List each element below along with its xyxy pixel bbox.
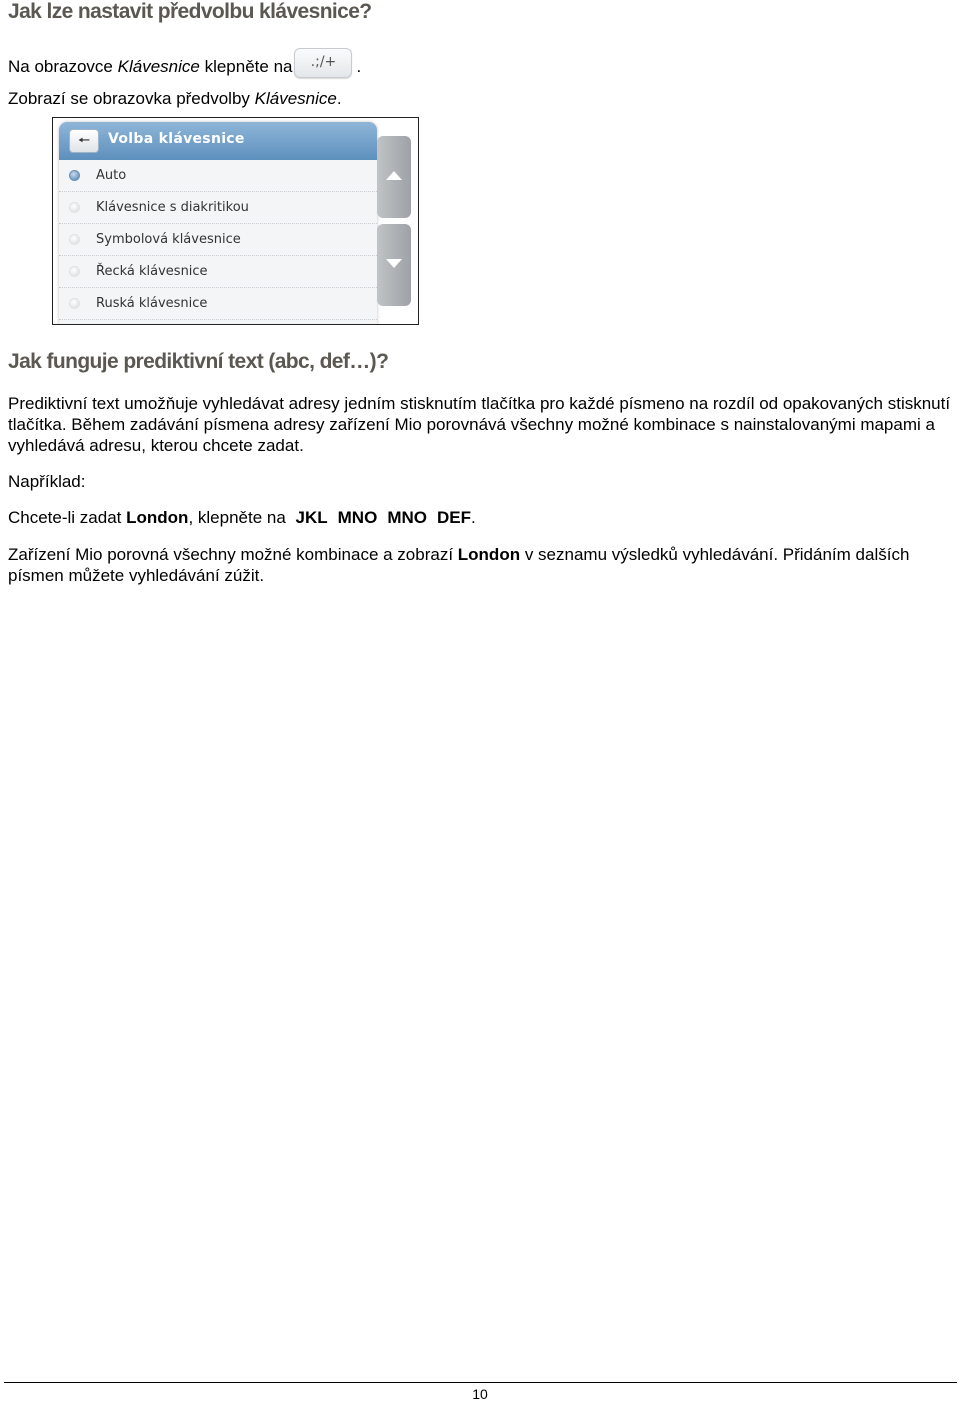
instruction-text: klepněte na — [199, 57, 293, 76]
result-text: v seznamu výsledků vyhledávání. Přidáním dalších písmen můžete vyhledávání zúžit. — [8, 545, 910, 585]
key-mno: MNO — [337, 508, 378, 527]
radio-icon — [69, 234, 80, 245]
instruction-emphasis: Klávesnice — [117, 57, 200, 76]
option-label: Ruská klávesnice — [96, 296, 208, 311]
option-russian-keyboard[interactable] — [59, 288, 377, 320]
page-number: 10 — [472, 1386, 488, 1402]
instruction-text: . — [356, 57, 362, 76]
result-word: London — [457, 545, 521, 564]
example-paragraph — [8, 507, 953, 528]
scroll-down-icon — [386, 259, 402, 268]
key-def: DEF — [436, 508, 471, 527]
panel-header — [59, 122, 377, 160]
scroll-up-icon — [386, 171, 402, 180]
example-text: Chcete-li zadat — [8, 508, 127, 527]
radio-icon — [69, 298, 80, 309]
scroll-down-button[interactable] — [377, 224, 411, 306]
option-diacritics-keyboard[interactable] — [59, 192, 377, 224]
scroll-up-button[interactable] — [377, 136, 411, 218]
key-mno: MNO — [387, 508, 427, 527]
option-greek-keyboard[interactable] — [59, 256, 377, 288]
result-paragraph — [8, 544, 953, 586]
back-arrow-icon[interactable]: 🠔 — [69, 129, 99, 153]
example-word: London — [126, 508, 189, 527]
example-text: . — [470, 508, 476, 527]
instruction-text: Zobrazí se obrazovka předvolby — [8, 89, 255, 108]
keyboard-selection-panel — [59, 122, 377, 325]
key-jkl: JKL — [295, 508, 328, 527]
predictive-text-paragraph: Prediktivní text umožňuje vyhledávat adresy jedním stisknutím tlačítka pro každé písmeno na rozdíl od opakovaných stisknutí tlačítka. Během zadávání písmena adresy zařízení Mio porovnává všechny možné kombinace s nainstalovanými mapami a vyhledává adresu, kterou chcete zadat. — [8, 394, 951, 455]
panel-title: Volba klávesnice — [108, 131, 245, 147]
symbols-key-button[interactable]: .;/+ — [294, 48, 352, 78]
result-text: Zařízení Mio porovná všechny možné kombinace a zobrazí — [8, 545, 458, 564]
instruction-text: . — [336, 89, 342, 108]
radio-selected-icon — [69, 170, 80, 181]
radio-icon — [69, 266, 80, 277]
option-auto[interactable] — [59, 160, 377, 192]
instruction-emphasis: Klávesnice — [254, 89, 337, 108]
option-label: Symbolová klávesnice — [96, 232, 241, 247]
keyboard-preference-screenshot — [52, 117, 419, 325]
instruction-paragraph — [8, 56, 953, 110]
heading-predictive-text: Jak funguje prediktivní text (abc, def…)? — [8, 350, 389, 373]
heading-keyboard-preference: Jak lze nastavit předvolbu klávesnice? — [8, 0, 372, 23]
radio-icon — [69, 202, 80, 213]
option-label: Klávesnice s diakritikou — [96, 200, 249, 215]
example-text: , klepněte na — [188, 508, 291, 527]
option-label: Auto — [96, 168, 127, 183]
example-label: Například: — [8, 472, 86, 491]
option-label: Řecká klávesnice — [96, 264, 208, 279]
instruction-text: Na obrazovce — [8, 57, 118, 76]
footer-divider — [4, 1382, 957, 1383]
option-symbol-keyboard[interactable] — [59, 224, 377, 256]
